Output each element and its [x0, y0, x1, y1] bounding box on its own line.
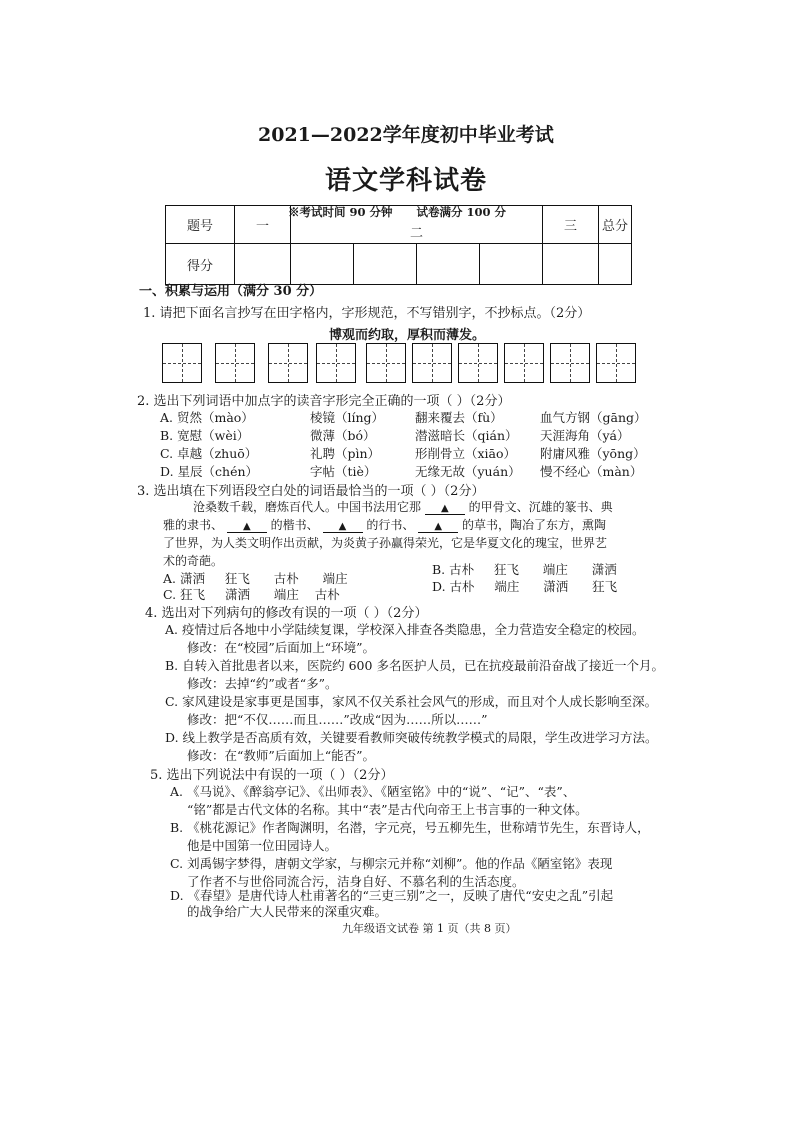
q5-line: “铭”都是古代文体的名称。其中“表”是古代向帝王上书言事的一种文体。 — [187, 802, 588, 817]
option-d-word: 无缘无故（yuán） — [415, 464, 521, 479]
question-3: 3. 选出填在下列语段空白处的词语最恰当的一项（ ）（2分） — [137, 484, 485, 499]
q5-line: D. 《春望》是唐代诗人杜甫著名的“三吏三别”之一，反映了唐代“安史之乱”引起 — [170, 888, 614, 903]
score-cell — [480, 244, 543, 285]
q3-opt-word: B. 古朴 — [432, 562, 475, 577]
blank-1[interactable]: ▲ — [425, 503, 465, 515]
grid-cell[interactable] — [268, 343, 308, 383]
score-cell — [417, 244, 480, 285]
passage-text: 的草书，陶冶了东方，熏陶 — [462, 518, 607, 532]
grid-cell[interactable] — [316, 343, 356, 383]
option-a: A. 贸然（mào） — [160, 410, 254, 425]
grid-cell[interactable] — [366, 343, 406, 383]
score-header-cell: 二 — [291, 206, 543, 244]
q4-line: D. 线上教学是否高质有效，关键要看教师突破传统教学模式的局限，学生改进学习方法。 — [165, 730, 658, 745]
q5-line: 的战争给广大人民带来的深重灾难。 — [187, 904, 388, 919]
option-c-word: 形削骨立（xiāo） — [415, 446, 517, 461]
q3-option-c — [163, 585, 340, 603]
q3-opt-word: 潇洒 — [224, 587, 250, 602]
option-c: C. 卓越（zhuō） — [160, 446, 258, 461]
passage-line — [163, 516, 606, 533]
question-2: 2. 选出下列词语中加点字的读音字形完全正确的一项（ ）（2分） — [137, 394, 511, 409]
grid-cell[interactable] — [412, 343, 452, 383]
score-cell — [599, 244, 632, 285]
score-row-label: 得分 — [166, 244, 235, 285]
question-5: 5. 选出下列说法中有误的一项（ ）（2分） — [150, 768, 394, 783]
q3-opt-word: 潇洒 — [543, 579, 569, 594]
writing-grid[interactable] — [162, 343, 642, 385]
score-table — [165, 205, 632, 285]
q5-line: B. 《桃花源记》作者陶渊明，名潜，字元亮，号五柳先生，世称靖节先生，东晋诗人， — [170, 820, 650, 835]
q4-fix: 修改：把“不仅……而且……”改成“因为……所以……” — [187, 712, 488, 727]
q4-line: C. 家风建设是家事更是国事，家风不仅关系社会风气的形成，而且对个人成长影响至深。 — [165, 694, 658, 709]
grid-cell[interactable] — [162, 343, 202, 383]
q5-line: 他是中国第一位田园诗人。 — [187, 838, 338, 853]
q3-opt-word: 古朴 — [314, 587, 340, 602]
passage-text: 的行书、 — [366, 518, 415, 532]
grid-cell[interactable] — [550, 343, 590, 383]
score-header-cell: 一 — [235, 206, 291, 244]
score-cell — [543, 244, 599, 285]
q5-line: 了作者不与世俗同流合污，洁身自好、不慕名利的生活态度。 — [187, 874, 525, 889]
passage-text: 的楷书、 — [270, 518, 319, 532]
score-cell — [291, 244, 354, 285]
passage-line — [193, 498, 613, 515]
blank-4[interactable]: ▲ — [418, 521, 458, 533]
q5-line: A. 《马说》、《醉翁亭记》、《出师表》、《陋室铭》中的“说”、“记”、“表”、 — [170, 784, 576, 799]
q3-opt-word: 端庄 — [273, 587, 299, 602]
q4-line: A. 疫情过后各地中小学陆续复课，学校深入排查各类隐患，全力营造安全稳定的校园。 — [165, 622, 645, 637]
q4-fix: 修改：在“校园”后面加上“环境”。 — [187, 640, 376, 655]
blank-2[interactable]: ▲ — [227, 521, 267, 533]
score-header-cell: 总分 — [599, 206, 632, 244]
option-b-word: 天涯海角（yá） — [540, 428, 630, 443]
passage-line: 了世界，为人类文明作出贡献，为炎黄子孙赢得荣光，它是华夏文化的瑰宝，世界艺 — [163, 536, 608, 550]
passage-text: 沧桑数千载，磨炼百代人。中国书法用它那 — [193, 500, 422, 514]
option-d-word: 字帖（tiè） — [310, 464, 377, 479]
question-1: 1. 请把下面名言抄写在田字格内，字形规范，不写错别字，不抄标点。（2分） — [143, 306, 591, 321]
option-b-word: 潜滋暗长（qián） — [415, 428, 518, 443]
option-d: D. 星辰（chén） — [160, 464, 259, 479]
q5-line: C. 刘禹锡字梦得，唐朝文学家，与柳宗元并称“刘柳”。他的作品《陋室铭》表现 — [170, 856, 613, 871]
grid-cell[interactable] — [596, 343, 636, 383]
q3-opt-word: 潇洒 — [591, 562, 617, 577]
q3-option-d — [432, 577, 617, 595]
q3-opt-word: 狂飞 — [494, 562, 520, 577]
q3-opt-word: D. 古朴 — [432, 579, 475, 594]
section-heading: 一、积累与运用（满分 30 分） — [139, 284, 323, 299]
option-b-word: 微薄（bó） — [310, 428, 376, 443]
option-d-word: 慢不经心（màn） — [540, 464, 643, 479]
q3-opt-word: 狂飞 — [224, 571, 250, 586]
grid-cell[interactable] — [504, 343, 544, 383]
option-a-word: 棱镜（líng） — [310, 410, 385, 425]
q3-opt-word: 古朴 — [273, 571, 299, 586]
blank-3[interactable]: ▲ — [323, 521, 363, 533]
passage-text: 的甲骨文、沉雄的篆书、典 — [468, 500, 613, 514]
exam-title-line2: 语文学科试卷 — [325, 166, 488, 196]
exam-title-line1: 2021—2022学年度初中毕业考试 — [258, 124, 554, 146]
q3-opt-word: 端庄 — [542, 562, 568, 577]
question-4: 4. 选出对下列病句的修改有误的一项（ ）（2分） — [145, 606, 428, 621]
quote-text: 博观而约取，厚积而薄发。 — [329, 328, 486, 343]
option-a-word: 翻来覆去（fù） — [415, 410, 503, 425]
score-header-cell: 三 — [543, 206, 599, 244]
option-c-word: 附庸风雅（yōng） — [540, 446, 646, 461]
q3-opt-word: 狂飞 — [592, 579, 618, 594]
q3-opt-word: 端庄 — [494, 579, 520, 594]
passage-line: 术的奇葩。 — [163, 554, 224, 568]
page-footer: 九年级语文试卷 第 1 页（共 8 页） — [342, 922, 517, 935]
score-cell — [235, 244, 291, 285]
grid-cell[interactable] — [215, 343, 255, 383]
q3-opt-word: A. 潇洒 — [163, 571, 205, 586]
grid-cell[interactable] — [458, 343, 498, 383]
q3-opt-word: 端庄 — [322, 571, 348, 586]
option-c-word: 礼聘（pìn） — [310, 446, 381, 461]
q4-fix: 修改：去掉“约”或者“多”。 — [187, 676, 338, 691]
q3-option-b — [432, 560, 617, 578]
option-a-word: 血气方钢（gāng） — [540, 410, 647, 425]
q4-line: B. 自转入首批患者以来，医院约 600 多名医护人员，已在抗疫最前沿奋战了接近一个月。 — [165, 658, 664, 673]
q3-opt-word: C. 狂飞 — [163, 587, 206, 602]
score-cell — [354, 244, 417, 285]
exam-note: ※考试时间 90 分钟 试卷满分 100 分 — [288, 205, 507, 219]
q4-fix: 修改：在“教师”后面加上“能否”。 — [187, 748, 376, 763]
passage-text: 雅的隶书、 — [163, 518, 224, 532]
score-header-cell: 题号 — [166, 206, 235, 244]
option-b: B. 宽慰（wèi） — [160, 428, 250, 443]
